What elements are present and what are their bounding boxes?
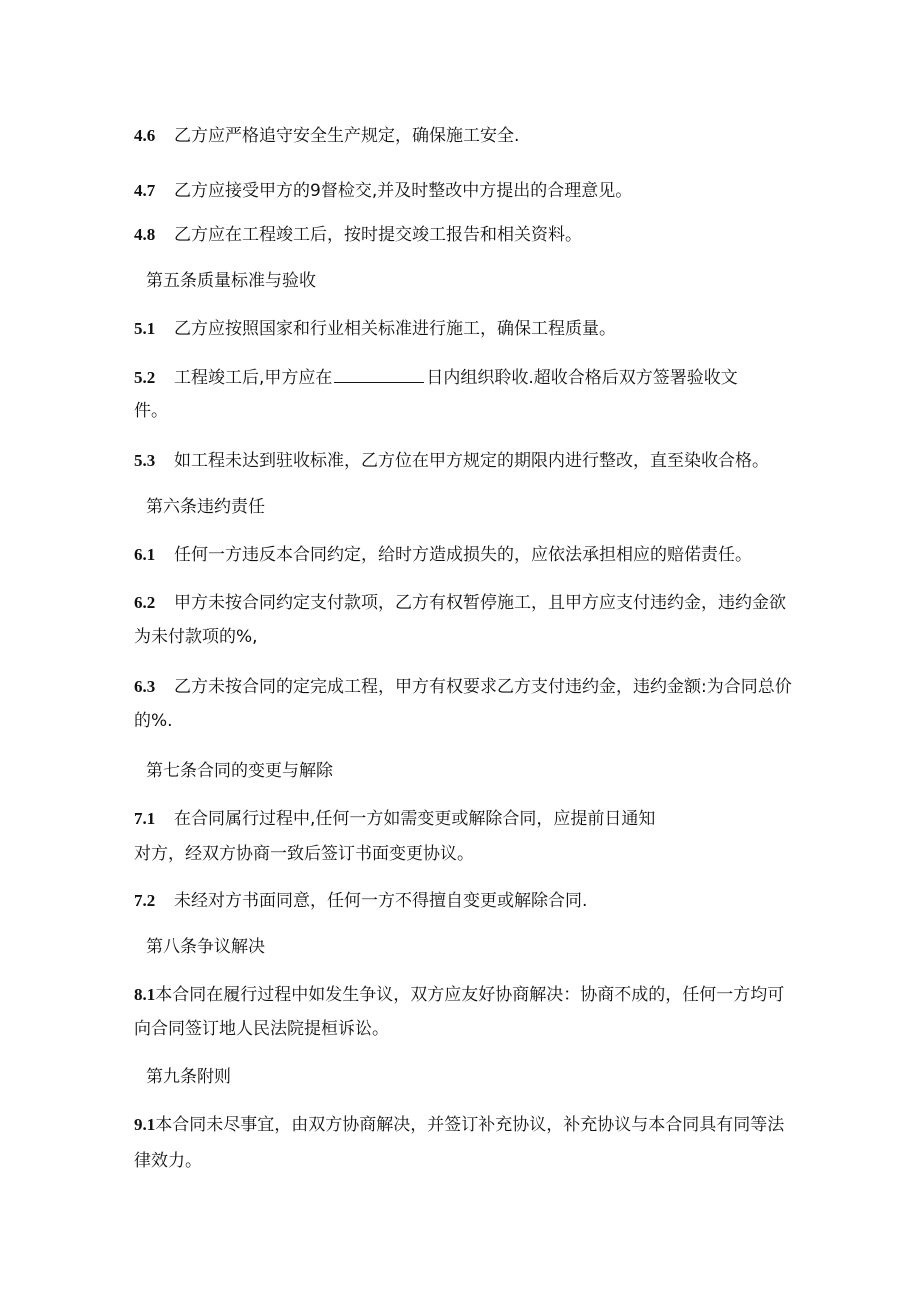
clause-6-3 (134, 676, 792, 698)
clause-text: 日内组织聆收.超收合格后双方签署验收文 (426, 368, 738, 388)
section-heading-6: 第六条违约责任 (146, 497, 265, 517)
clause-7-1 (134, 808, 655, 830)
clause-7-1-continued: 对方，经双方协商一致后签订书面变更协议。 (134, 844, 474, 864)
clause-number: 5.1 (134, 319, 156, 338)
clause-6-2 (134, 592, 786, 614)
clause-5-3 (134, 450, 769, 472)
clause-text: 本合同在履行过程中如发生争议，双方应友好协商解决：协商不成的，任何一方均可 (155, 985, 785, 1005)
clause-number: 4.7 (134, 181, 156, 200)
clause-number: 4.6 (134, 126, 156, 145)
clause-number: 6.1 (134, 545, 156, 564)
section-heading-9: 第九条附则 (146, 1067, 231, 1087)
clause-text: 在合同属行过程中,任何一方如需变更或解除合同，应提前日通知 (174, 809, 656, 829)
clause-text: 工程竣工后,甲方应在 (174, 368, 333, 388)
clause-8-1-continued: 向合同签订地人民法院提桓诉讼。 (134, 1019, 389, 1039)
clause-text: 本合同未尽事宜，由双方协商解决，并签订补充协议，补充协议与本合同具有同等法 (155, 1115, 785, 1135)
clause-4-6 (134, 125, 519, 147)
clause-text: 如工程未达到驻收标准，乙方位在甲方规定的期限内进行整改，直至染收合格。 (174, 451, 769, 471)
clause-text: 任何一方违反本合同约定，给时方造成损失的，应依法承担相应的赔偌责任。 (174, 545, 752, 565)
clause-number: 5.3 (134, 451, 156, 470)
clause-6-2-continued: 为未付款项的%, (134, 627, 258, 647)
clause-8-1 (134, 984, 784, 1006)
clause-7-2 (134, 890, 587, 912)
clause-5-2-continued: 件。 (134, 401, 168, 421)
clause-text: 乙方应接受甲方的9督检交,并及时整改中方提出的合理意见。 (174, 181, 633, 201)
clause-number: 6.2 (134, 593, 156, 612)
section-heading-8: 第八条争议解决 (146, 937, 265, 957)
clause-text: 未经对方书面同意，任何一方不得擅自变更或解除合同. (174, 891, 588, 911)
clause-text: 乙方应在工程竣工后，按时提交竣工报告和相关资料。 (174, 225, 582, 245)
clause-6-3-continued: 的%. (134, 711, 173, 731)
clause-text: 乙方应按照国家和行业相关标准进行施工，确保工程质量。 (174, 319, 616, 339)
fill-in-blank (334, 366, 424, 383)
section-heading-5: 第五条质量标准与验收 (146, 271, 316, 291)
clause-number: 5.2 (134, 368, 156, 387)
clause-text: 乙方未按合同的定完成工程，甲方有权要求乙方支付违约金，违约金额:为合同总价 (174, 677, 792, 697)
clause-text: 甲方未按合同约定支付款项，乙方有权暂停施工，且甲方应支付违约金，违约金欲 (174, 593, 786, 613)
clause-number: 8.1 (134, 985, 156, 1004)
clause-5-2 (134, 366, 738, 389)
clause-number: 4.8 (134, 225, 156, 244)
clause-9-1 (134, 1114, 784, 1136)
clause-number: 6.3 (134, 677, 156, 696)
section-heading-7: 第七条合同的变更与解除 (146, 761, 333, 781)
clause-4-7 (134, 180, 632, 202)
clause-number: 9.1 (134, 1115, 156, 1134)
clause-number: 7.2 (134, 891, 156, 910)
clause-4-8 (134, 224, 582, 246)
clause-6-1 (134, 544, 752, 566)
clause-text: 乙方应严格追守安全生产规定，确保施工安全. (174, 126, 520, 146)
clause-5-1 (134, 318, 616, 340)
clause-9-1-continued: 律效力。 (134, 1151, 202, 1171)
clause-number: 7.1 (134, 809, 156, 828)
